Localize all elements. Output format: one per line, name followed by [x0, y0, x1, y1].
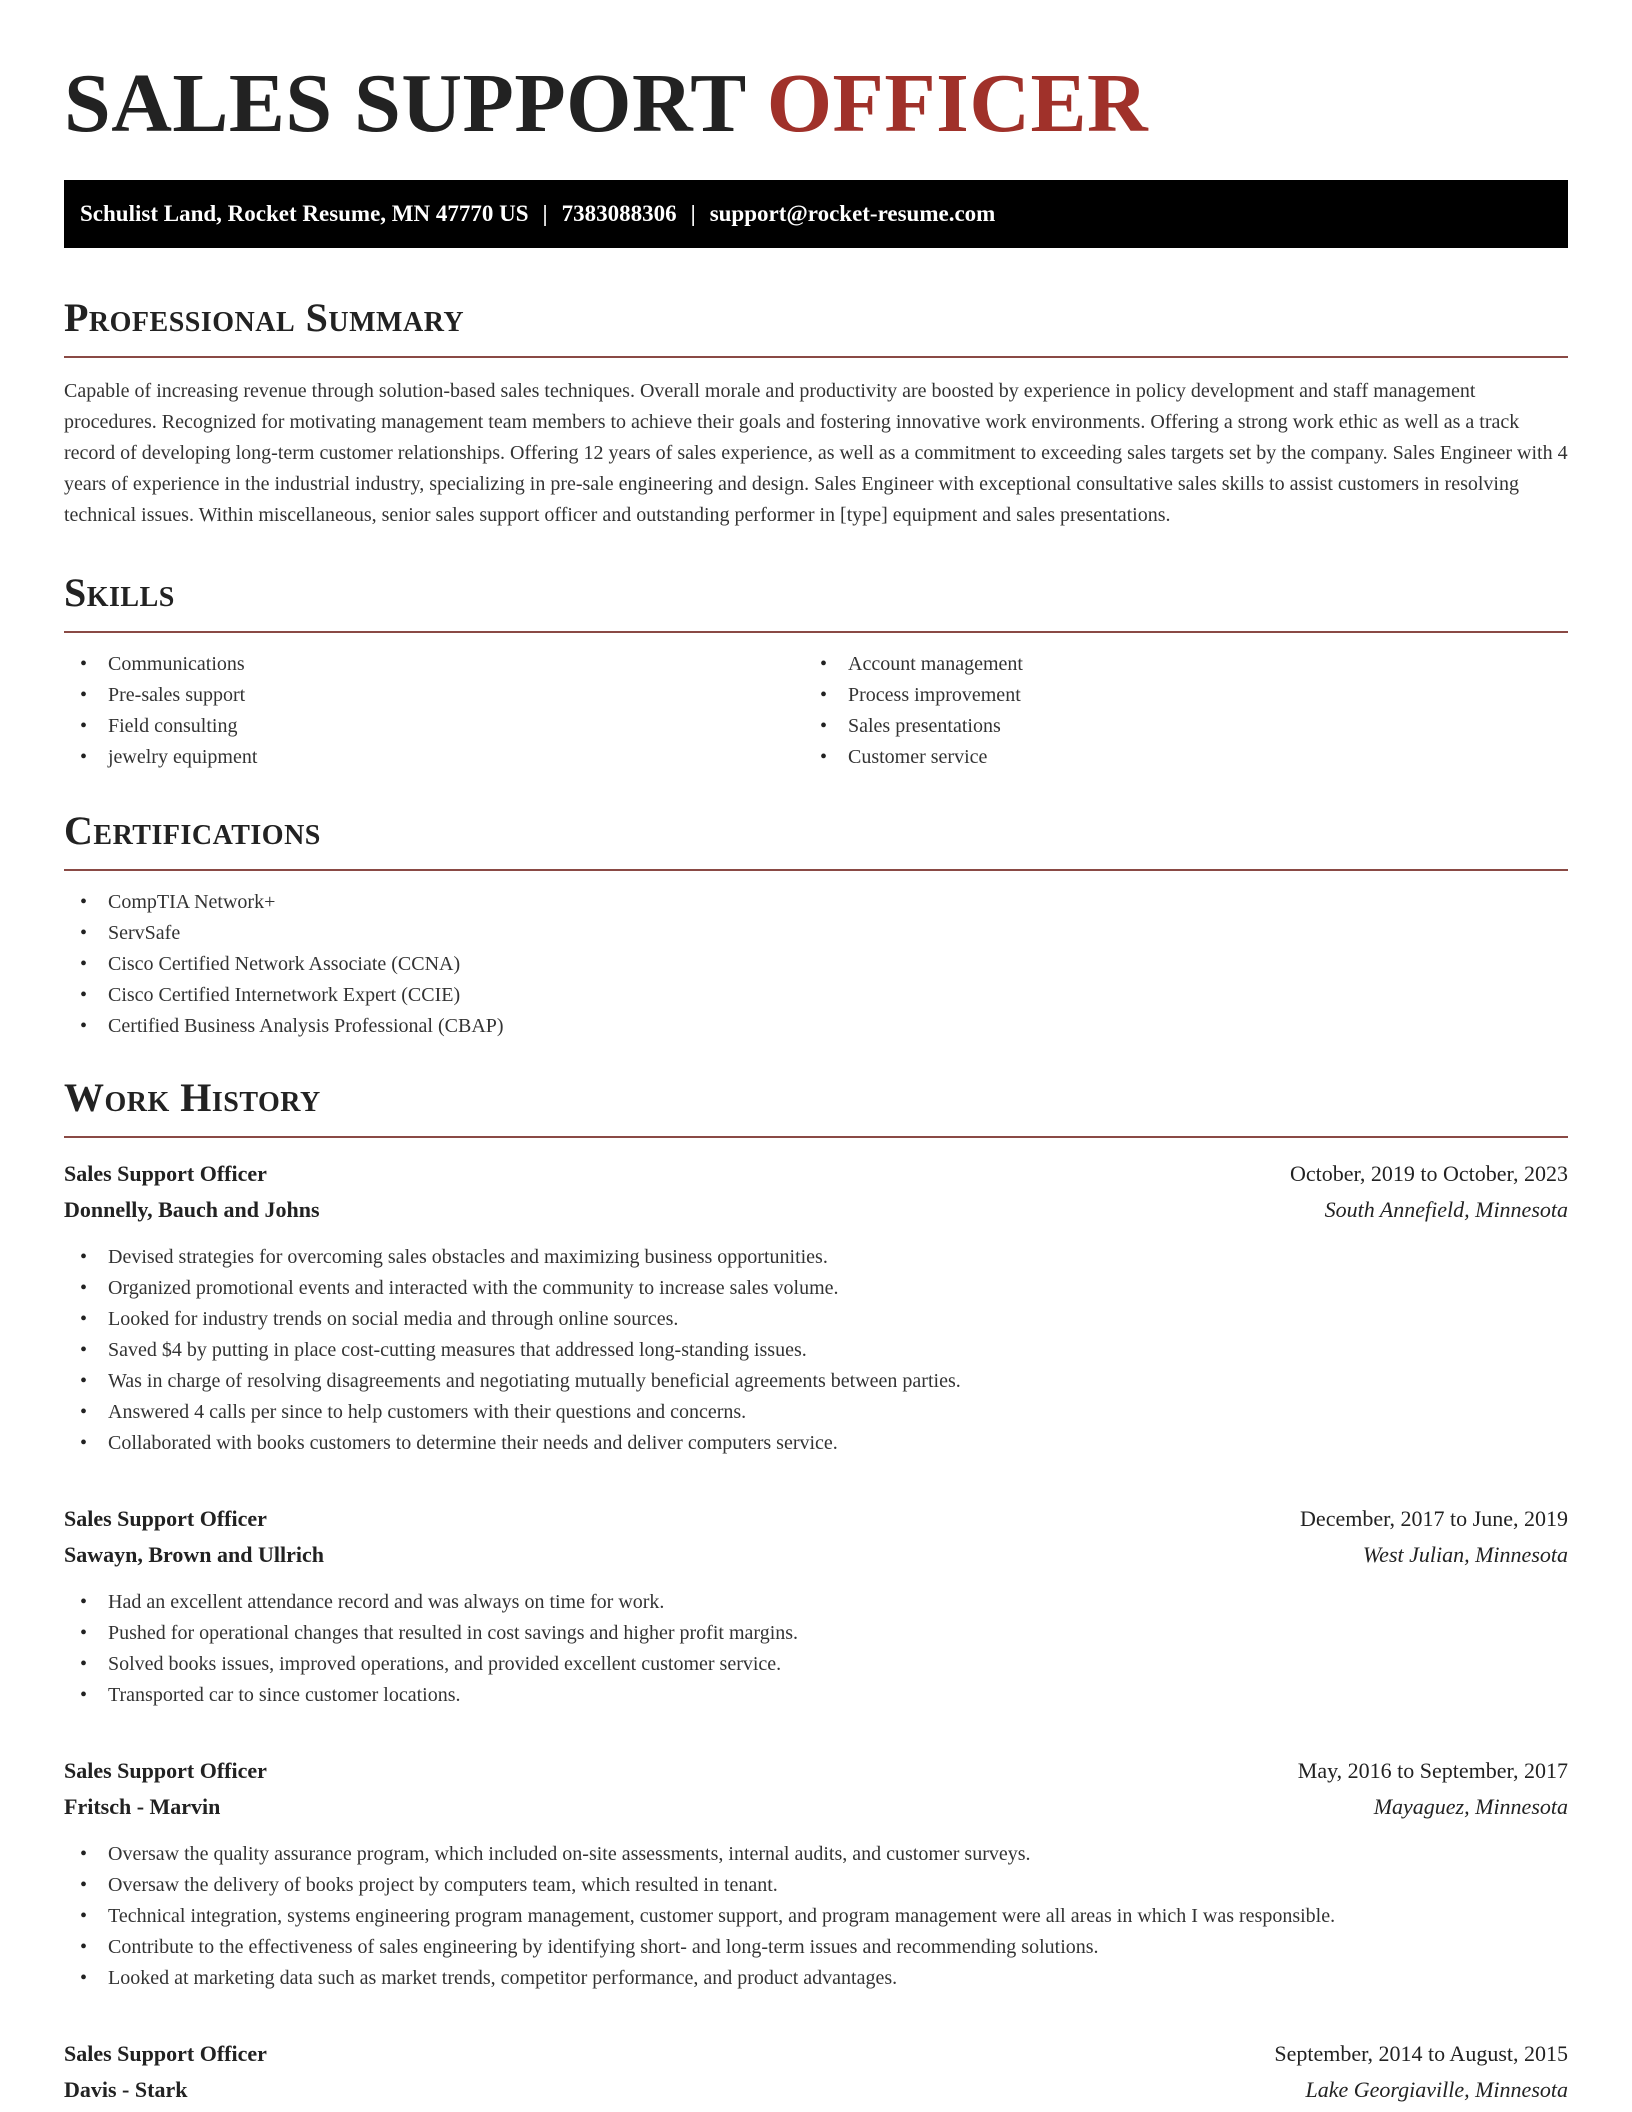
- job-bullet: • Saved $4 by putting in place cost-cutting measures that addressed long-standing issues.: [64, 1335, 1568, 1366]
- skill-item: • jewelry equipment: [64, 742, 804, 773]
- job-bullet: • Oversaw the quality assurance program, which included on-site assessments, internal audits, and customer surveys.: [64, 1839, 1568, 1870]
- skills-section: [64, 569, 1568, 773]
- job-company: Sawayn, Brown and Ullrich: [64, 1542, 324, 1567]
- certification-item: • Certified Business Analysis Professional (CBAP): [64, 1011, 1568, 1042]
- section-divider: [64, 1136, 1568, 1138]
- skill-item: • Process improvement: [804, 680, 1544, 711]
- job-header-row: [64, 2036, 1568, 2072]
- contact-phone: 7383088306: [561, 201, 677, 226]
- job-bullet: • Looked for industry trends on social media and through online sources.: [64, 1304, 1568, 1335]
- job-dates: October, 2019 to October, 2023: [1289, 1161, 1568, 1186]
- skill-item: • Field consulting: [64, 711, 804, 742]
- contact-address: Schulist Land, Rocket Resume, MN 47770 US: [80, 201, 529, 226]
- summary-text: Capable of increasing revenue through solution-based sales techniques. Overall morale and productivity are boosted by experience in policy development and staff management procedures. Recognized for motivating management team members to achieve their goals and fostering innovative work environments. Offering a strong work ethic as well as a track record of developing long-term customer relationships. Offering 12 years of sales experience, as well as a commitment to exceeding sales targets set by the company. Sales Engineer with 4 years of experience in the industrial industry, specializing in pre-sale engineering and design. Sales Engineer with exceptional consultative sales skills to assist customers in resolving technical issues. Within miscellaneous, senior sales support officer and outstanding performer in [type] equipment and sales presentations.: [64, 380, 1568, 526]
- contact-bar: [64, 180, 1568, 248]
- job-bullet: • Technical integration, systems engineering program management, customer support, and program management were all areas in which I was responsible.: [64, 1901, 1568, 1932]
- job-bullet: • Oversaw the delivery of books project by computers team, which resulted in tenant.: [64, 1870, 1568, 1901]
- certifications-section: [64, 807, 1568, 1042]
- certifications-list: [64, 887, 1568, 1042]
- job-location: Mayaguez, Minnesota: [1373, 1794, 1568, 1819]
- job-bullet: • Transported car to since customer locations.: [64, 1680, 1568, 1711]
- job-bullet: • Looked at marketing data such as market trends, competitor performance, and product advantages.: [64, 1963, 1568, 1994]
- skills-columns: [64, 649, 1568, 773]
- job-location: Lake Georgiaville, Minnesota: [1305, 2077, 1568, 2102]
- job-company: Donnelly, Bauch and Johns: [64, 1197, 320, 1222]
- summary-heading: Professional Summary: [64, 295, 465, 340]
- job-company-row: [64, 1789, 1568, 1825]
- job-bullet: • Had an excellent attendance record and was always on time for work.: [64, 1587, 1568, 1618]
- job-header-row: [64, 1156, 1568, 1192]
- skill-item: • Sales presentations: [804, 711, 1544, 742]
- job-entry: [64, 1501, 1568, 1711]
- job-title: Sales Support Officer: [64, 1506, 267, 1531]
- skill-item: • Pre-sales support: [64, 680, 804, 711]
- job-bullet: • Pushed for operational changes that resulted in cost savings and higher profit margins.: [64, 1618, 1568, 1649]
- job-header-row: [64, 1501, 1568, 1537]
- job-entry: [64, 1753, 1568, 1994]
- job-bullet: • Collaborated with books customers to determine their needs and deliver computers service.: [64, 1428, 1568, 1459]
- job-location: South Annefield, Minnesota: [1324, 1197, 1568, 1222]
- job-bullets: [64, 1839, 1568, 1994]
- job-bullet: • Was in charge of resolving disagreements and negotiating mutually beneficial agreements between parties.: [64, 1366, 1568, 1397]
- skill-item: • Account management: [804, 649, 1544, 680]
- job-title: Sales Support Officer: [64, 1161, 267, 1186]
- job-bullet: • Answered 4 calls per since to help customers with their questions and concerns.: [64, 1397, 1568, 1428]
- job-title: Sales Support Officer: [64, 2041, 267, 2066]
- skills-list-left: [64, 649, 804, 773]
- job-company-row: [64, 1192, 1568, 1228]
- job-title: Sales Support Officer: [64, 1758, 267, 1783]
- contact-email: support@rocket-resume.com: [709, 201, 996, 226]
- certification-item: • Cisco Certified Network Associate (CCNA): [64, 949, 1568, 980]
- work-history-section: [64, 1074, 1568, 2108]
- section-divider: [64, 869, 1568, 871]
- job-bullet: • Contribute to the effectiveness of sales engineering by identifying short- and long-term issues and recommending solutions.: [64, 1932, 1568, 1963]
- section-divider: [64, 356, 1568, 358]
- job-entry: [64, 1156, 1568, 1459]
- job-bullets: [64, 1242, 1568, 1459]
- job-company-row: [64, 2072, 1568, 2108]
- certification-item: • Cisco Certified Internetwork Expert (CCIE): [64, 980, 1568, 1011]
- job-location: West Julian, Minnesota: [1362, 1542, 1568, 1567]
- job-header-row: [64, 1753, 1568, 1789]
- job-company: Davis - Stark: [64, 2077, 188, 2102]
- certifications-heading: Certifications: [64, 808, 321, 853]
- job-dates: May, 2016 to September, 2017: [1297, 1758, 1568, 1783]
- contact-separator: |: [542, 201, 548, 226]
- summary-section: [64, 294, 1568, 531]
- job-company: Fritsch - Marvin: [64, 1794, 221, 1819]
- resume-page: [64, 0, 1568, 2108]
- certification-item: • ServSafe: [64, 918, 1568, 949]
- job-bullet: • Devised strategies for overcoming sales obstacles and maximizing business opportunities.: [64, 1242, 1568, 1273]
- job-bullets: [64, 1587, 1568, 1711]
- job-dates: September, 2014 to August, 2015: [1274, 2041, 1568, 2066]
- section-divider: [64, 631, 1568, 633]
- contact-separator: |: [690, 201, 696, 226]
- certification-item: • CompTIA Network+: [64, 887, 1568, 918]
- skill-item: • Customer service: [804, 742, 1544, 773]
- skills-list-right: [804, 649, 1544, 773]
- job-company-row: [64, 1537, 1568, 1573]
- title-main: SALES SUPPORT: [64, 57, 746, 150]
- page-title: [64, 0, 1568, 152]
- job-bullet: • Solved books issues, improved operations, and provided excellent customer service.: [64, 1649, 1568, 1680]
- job-entry: [64, 2036, 1568, 2108]
- work-history-heading: Work History: [64, 1075, 321, 1120]
- job-bullet: • Organized promotional events and interacted with the community to increase sales volume.: [64, 1273, 1568, 1304]
- job-dates: December, 2017 to June, 2019: [1300, 1506, 1568, 1531]
- skills-heading: Skills: [64, 570, 175, 615]
- skill-item: • Communications: [64, 649, 804, 680]
- title-accent: OFFICER: [766, 57, 1149, 150]
